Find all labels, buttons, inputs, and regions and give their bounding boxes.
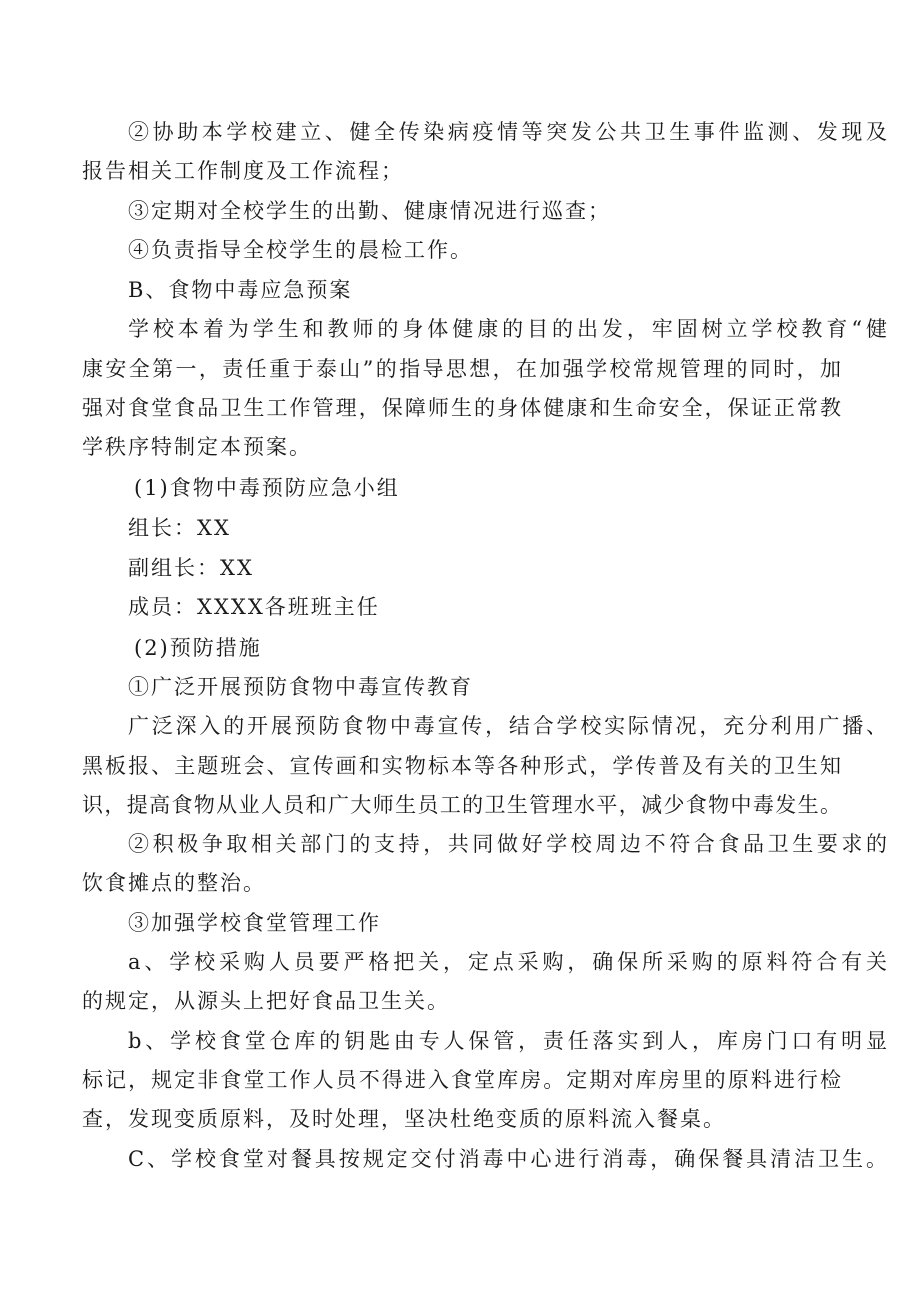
text-line: 组长：XX [128,516,231,540]
text-line: ②协助本学校建立、健全传染病疫情等突发公共卫生事件监测、发现及 [128,120,888,144]
subsection-heading: (1)食物中毒预防应急小组 [134,476,400,500]
text-line: 康安全第一，责任重于泰山”的指导思想，在加强学校常规管理的同时，加 [82,357,842,381]
text-line: 黑板报、主题班会、宣传画和实物标本等各种形式，学传普及有关的卫生知 [82,754,842,778]
text-line: 查，发现变质原料，及时处理，坚决杜绝变质的原料流入餐桌。 [82,1107,726,1131]
text-line: 学秩序特制定本预案。 [82,435,312,459]
text-line: C、学校食堂对餐具按规定交付消毒中心进行消毒，确保餐具清洁卫生。 [128,1147,888,1171]
text-line: 副组长：XX [128,556,254,580]
text-line: ③加强学校食堂管理工作 [128,911,381,935]
text-line: 报告相关工作制度及工作流程； [82,159,404,183]
text-line: 广泛深入的开展预防食物中毒宣传，结合学校实际情况，充分利用广播、 [128,714,888,738]
text-line: ②积极争取相关部门的支持，共同做好学校周边不符合食品卫生要求的 [128,832,888,856]
text-line: a、学校采购人员要严格把关，定点采购，确保所采购的原料符合有关 [128,950,888,974]
text-line: ④负责指导全校学生的晨检工作。 [128,238,473,262]
section-heading: B、食物中毒应急预案 [128,278,353,302]
text-line: b、学校食堂仓库的钥匙由专人保管，责任落实到人，库房门口有明显 [128,1029,888,1053]
text-line: ③定期对全校学生的出勤、健康情况进行巡查； [128,199,611,223]
text-line: 学校本着为学生和教师的身体健康的目的出发，牢固树立学校教育“健 [128,317,888,341]
subsection-heading: (2)预防措施 [134,636,262,660]
text-line: 饮食摊点的整治。 [82,871,266,895]
text-line: 成员：XXXX各班班主任 [128,595,380,619]
text-line: 识，提高食物从业人员和广大师生员工的卫生管理水平，减少食物中毒发生。 [82,793,842,817]
text-line: 标记，规定非食堂工作人员不得进入食堂库房。定期对库房里的原料进行检 [82,1068,842,1092]
text-line: 的规定，从源头上把好食品卫生关。 [82,989,450,1013]
text-line: 强对食堂食品卫生工作管理，保障师生的身体健康和生命安全，保证正常教 [82,396,842,420]
text-line: ①广泛开展预防食物中毒宣传教育 [128,675,473,699]
